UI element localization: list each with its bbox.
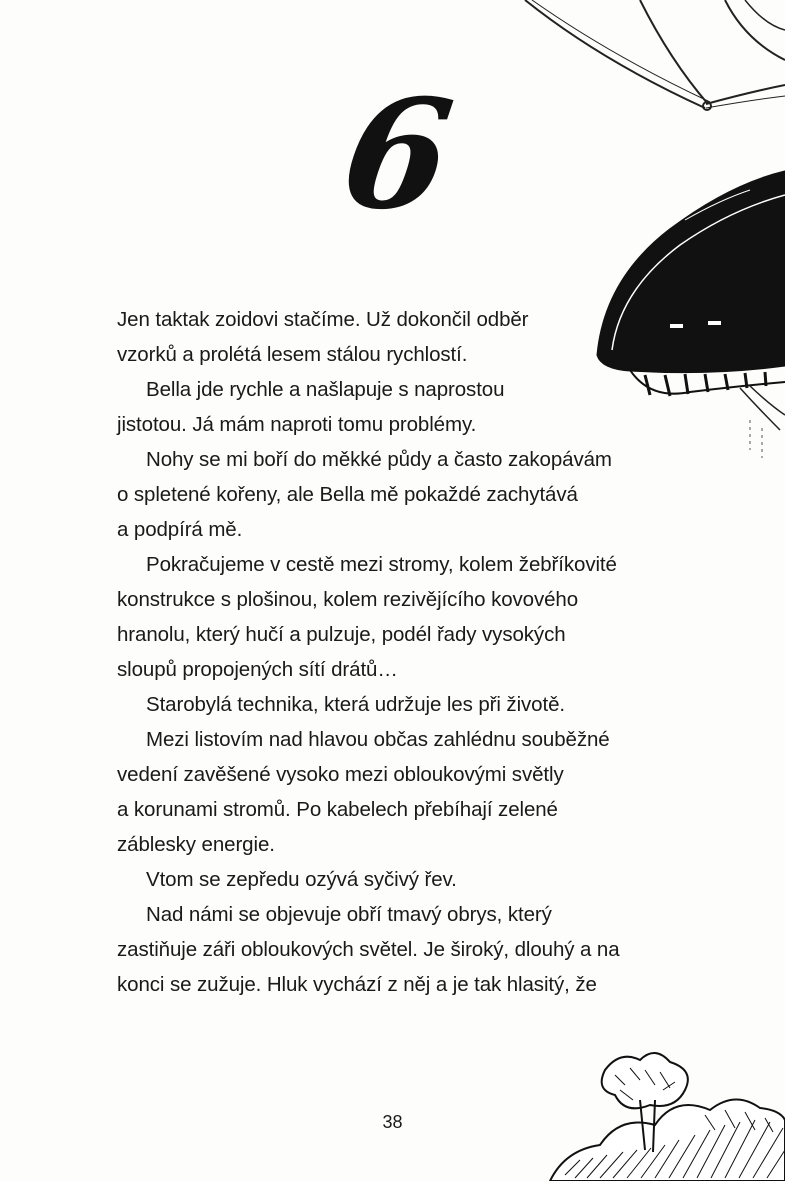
text-line: zastiňuje záři obloukových světel. Je široký, dlouhý a na: [117, 938, 620, 961]
text-line: Starobylá technika, která udržuje les při životě.: [146, 693, 565, 716]
page-number: 38: [382, 1112, 403, 1132]
text-line: Nohy se mi boří do měkké půdy a často zakopávám: [146, 448, 612, 471]
text-line: Vtom se zepředu ozývá syčivý řev.: [146, 868, 457, 891]
text-line: sloupů propojených sítí drátů…: [117, 658, 398, 681]
text-line: jistotou. Já mám naproti tomu problémy.: [117, 413, 477, 436]
text-line: konci se zužuje. Hluk vychází z něj a je tak hlasitý, že: [117, 973, 597, 996]
text-line: konstrukce s plošinou, kolem rezivějícího kovového: [117, 588, 579, 611]
wires-illustration: [520, 0, 785, 125]
chapter-text: [117, 302, 677, 1002]
text-line: Mezi listovím nad hlavou občas zahlédnu souběžné: [146, 728, 610, 751]
text-line: Pokračujeme v cestě mezi stromy, kolem žebříkovité: [146, 553, 617, 576]
chapter-number: 6: [332, 67, 462, 243]
text-line: Bella jde rychle a našlapuje s naprostou: [146, 378, 505, 401]
text-line: a korunami stromů. Po kabelech přebíhají zelené: [117, 798, 558, 821]
text-line: o spletené kořeny, ale Bella mě pokaždé zachytává: [117, 483, 578, 506]
text-line: vedení zavěšené vysoko mezi obloukovými světly: [117, 763, 564, 786]
text-line: záblesky energie.: [117, 833, 275, 856]
text-line: hranolu, který hučí a pulzuje, podél řady vysokých: [117, 623, 566, 646]
text-line: Jen taktak zoidovi stačíme. Už dokončil odběr: [117, 308, 529, 331]
text-line: vzorků a prolétá lesem stálou rychlostí.: [117, 343, 468, 366]
text-line: a podpírá mě.: [117, 518, 243, 541]
text-line: Nad námi se objevuje obří tmavý obrys, který: [146, 903, 552, 926]
